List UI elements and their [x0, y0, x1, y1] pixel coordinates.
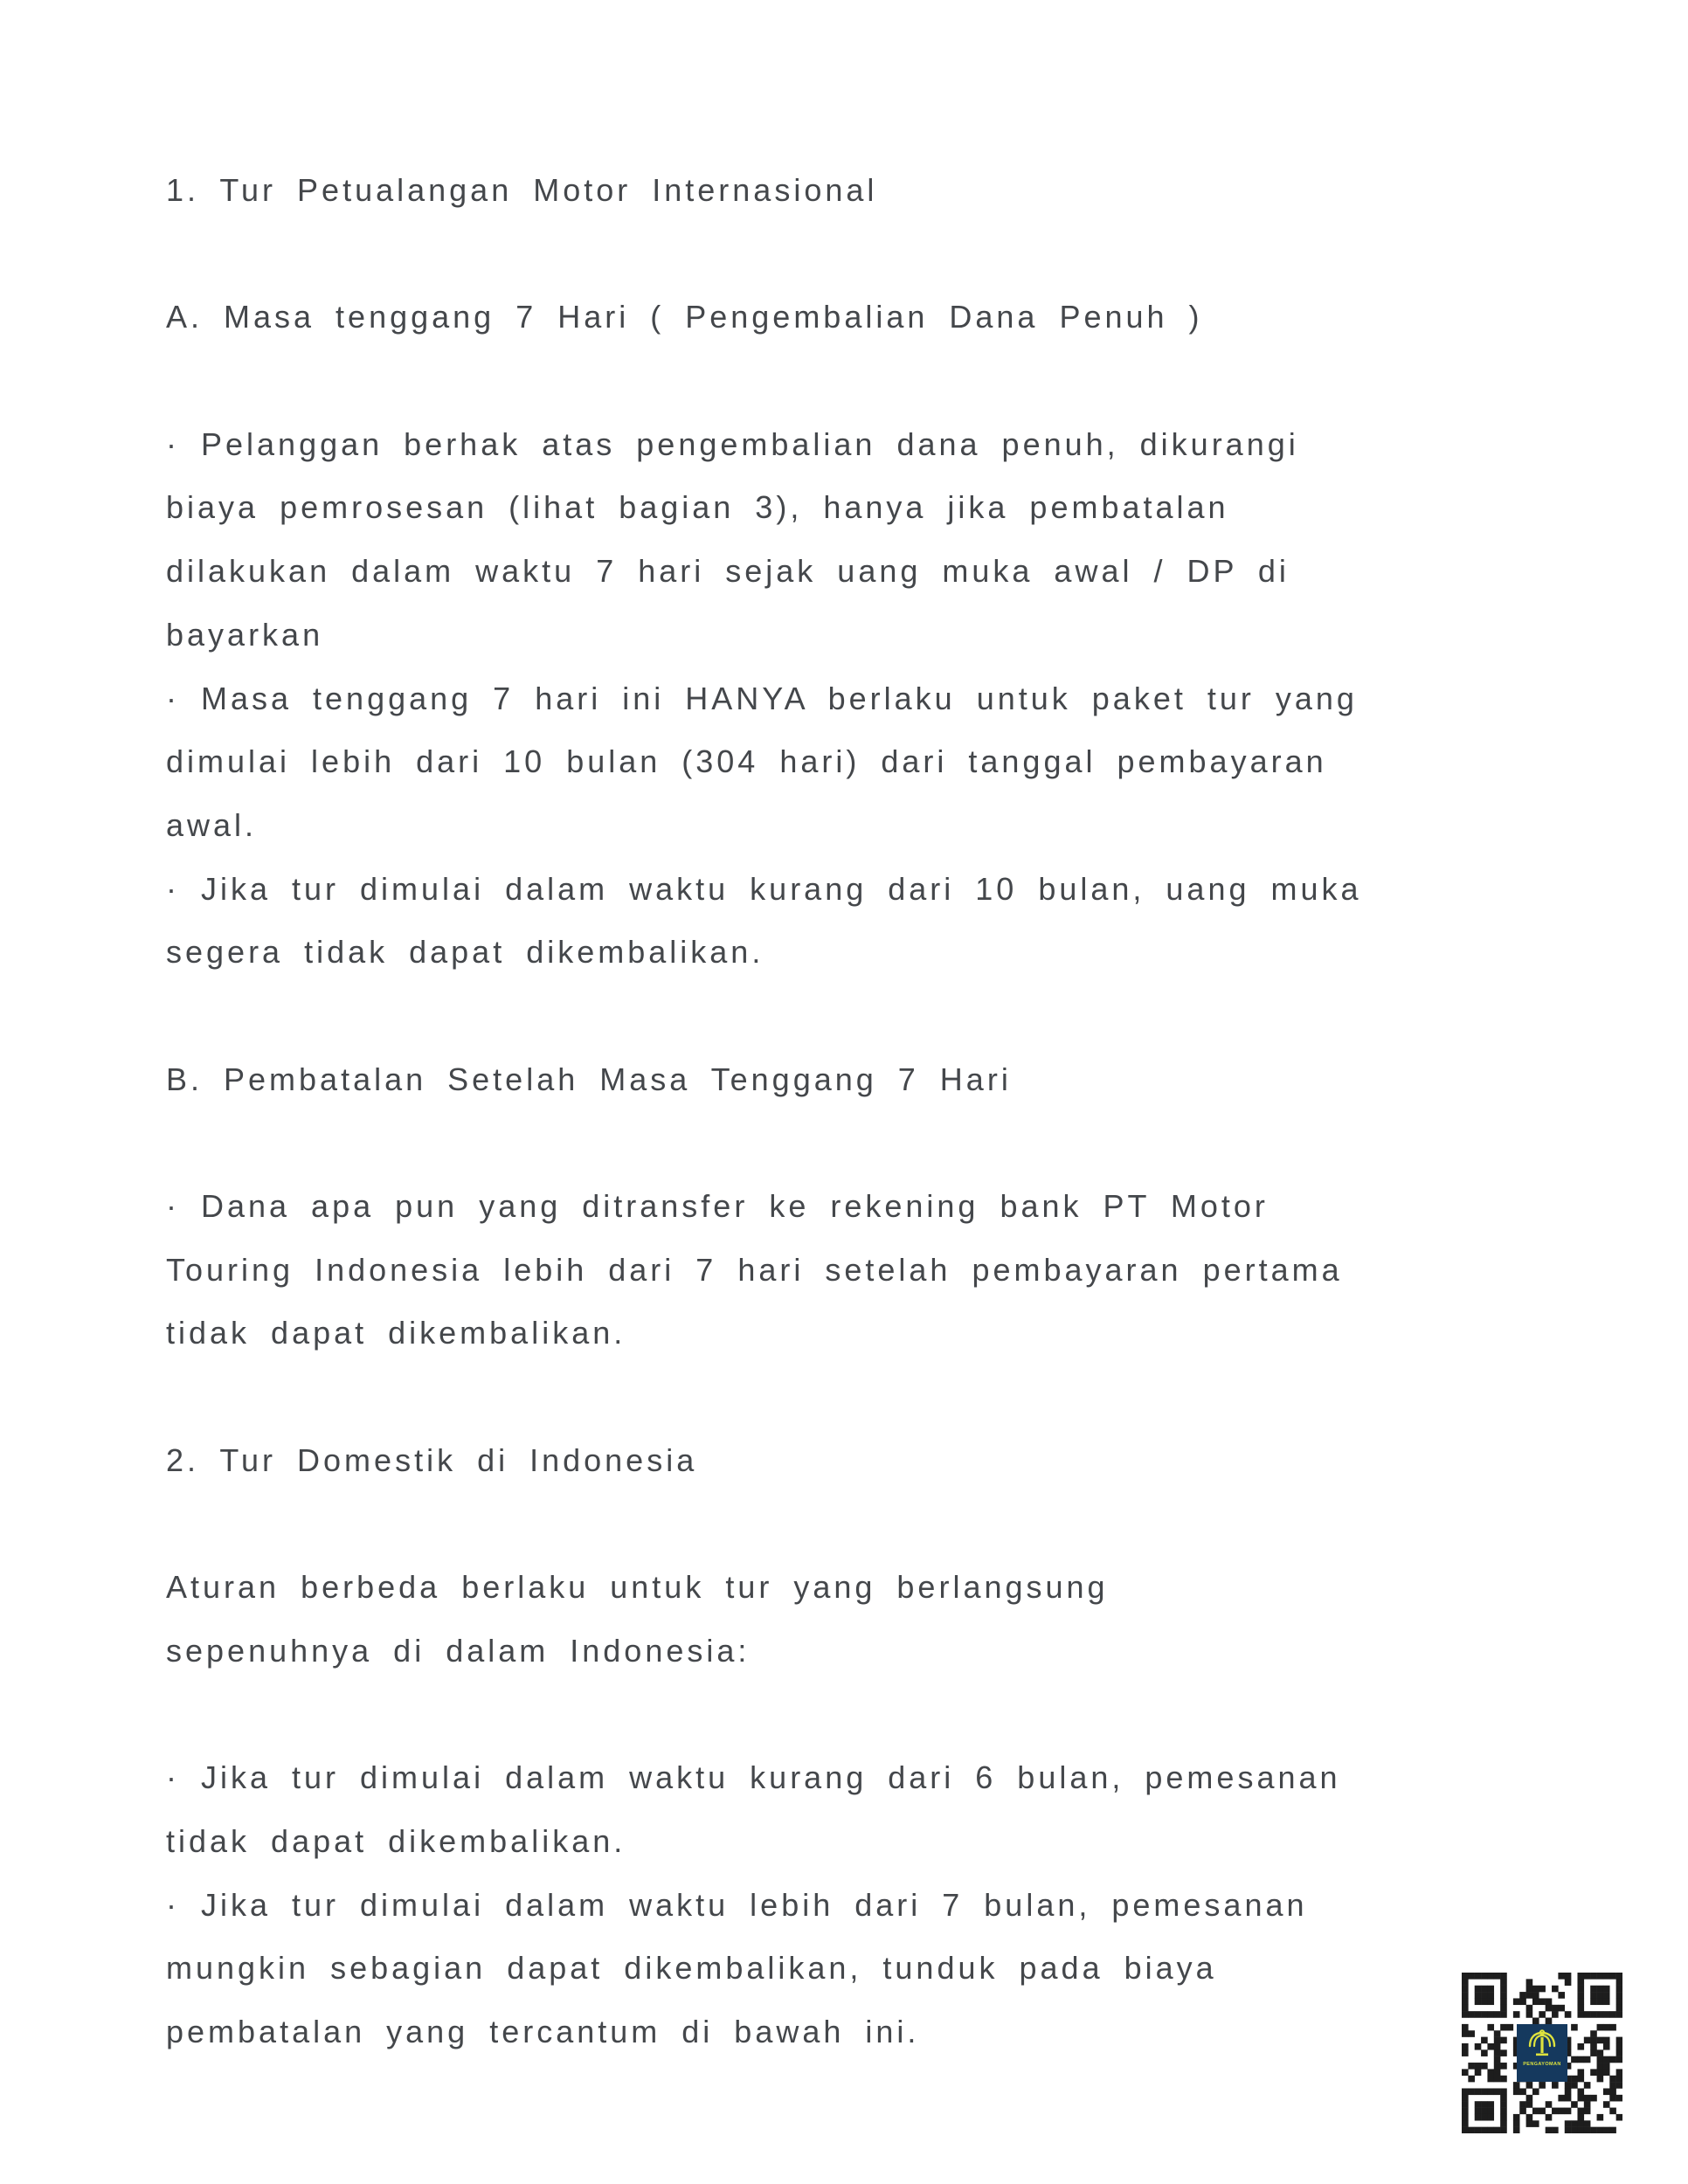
text-line: Aturan berbeda berlaku untuk tur yang berlangsung: [166, 1569, 1109, 1606]
text-line: · Dana apa pun yang ditransfer ke rekening bank PT Motor: [166, 1188, 1269, 1224]
text-line: B. Pembatalan Setelah Masa Tenggang 7 Hari: [166, 1061, 1012, 1097]
pengayoman-emblem-icon: [1525, 2027, 1560, 2062]
text-line: tidak dapat dikembalikan.: [166, 1822, 626, 1859]
text-line: 2. Tur Domestik di Indonesia: [166, 1441, 698, 1478]
text-line: A. Masa tenggang 7 Hari ( Pengembalian Dana Penuh ): [166, 299, 1203, 335]
qr-code: [1462, 1973, 1622, 2133]
text-line: mungkin sebagian dapat dikembalikan, tunduk pada biaya: [166, 1950, 1217, 1987]
document-text: [166, 159, 1529, 2064]
text-line: · Jika tur dimulai dalam waktu lebih dari 7 bulan, pemesanan: [166, 1886, 1308, 1923]
heading-section-1a: [166, 286, 1529, 349]
text-line: biaya pemrosesan (lihat bagian 3), hanya jika pembatalan: [166, 489, 1229, 526]
text-line: awal.: [166, 806, 258, 843]
text-line: tidak dapat dikembalikan.: [166, 1315, 626, 1351]
text-line: segera tidak dapat dikembalikan.: [166, 934, 764, 971]
intro-section-2: [166, 1556, 1529, 1683]
heading-section-1b: [166, 1048, 1529, 1112]
heading-section-1: [166, 159, 1529, 223]
bullets-section-1a: [166, 413, 1529, 985]
text-line: · Jika tur dimulai dalam waktu kurang dari 6 bulan, pemesanan: [166, 1759, 1341, 1796]
bullets-section-1b: [166, 1175, 1529, 1365]
text-line: · Pelanggan berhak atas pengembalian dana penuh, dikurangi: [166, 425, 1299, 462]
text-line: dimulai lebih dari 10 bulan (304 hari) dari tanggal pembayaran: [166, 743, 1327, 780]
text-line: · Jika tur dimulai dalam waktu kurang dari 10 bulan, uang muka: [166, 870, 1362, 907]
pengayoman-logo-text: PENGAYOMAN: [1523, 2062, 1561, 2067]
pengayoman-logo: [1517, 2024, 1567, 2082]
bullets-section-2: [166, 1746, 1529, 2063]
heading-section-2: [166, 1429, 1529, 1493]
text-line: pembatalan yang tercantum di bawah ini.: [166, 2013, 920, 2049]
text-line: 1. Tur Petualangan Motor Internasional: [166, 172, 878, 208]
text-line: sepenuhnya di dalam Indonesia:: [166, 1632, 751, 1669]
text-line: dilakukan dalam waktu 7 hari sejak uang muka awal / DP di: [166, 553, 1290, 590]
text-line: bayarkan: [166, 616, 324, 653]
text-line: · Masa tenggang 7 hari ini HANYA berlaku untuk paket tur yang: [166, 680, 1358, 716]
text-line: Touring Indonesia lebih dari 7 hari setelah pembayaran pertama: [166, 1251, 1343, 1288]
